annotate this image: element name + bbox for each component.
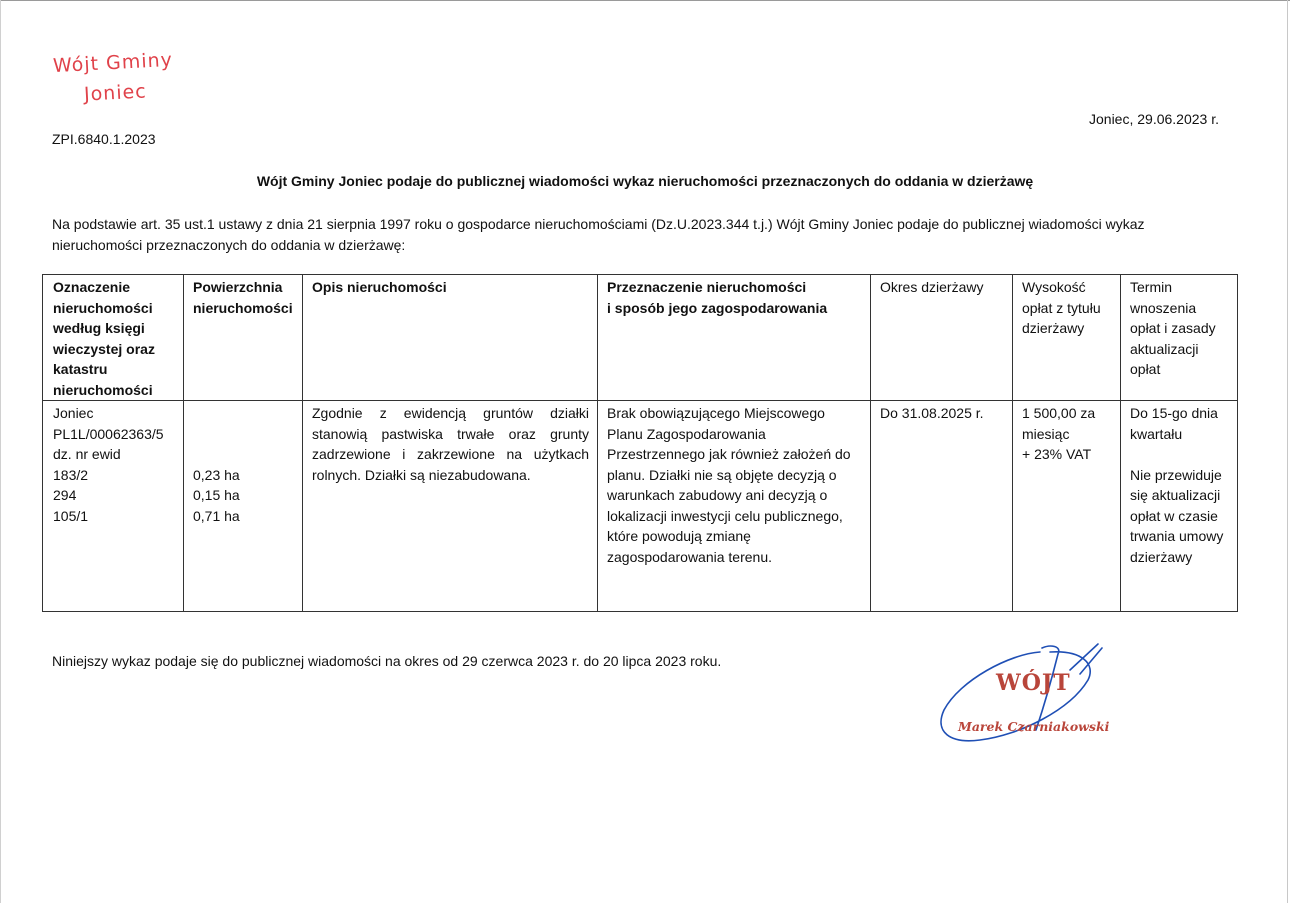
cell-description: Zgodnie z ewidencją gruntów działki stanowią pastwiska trwałe oraz grunty zadrzewione i zakrzewione na użytkach rolnych. Działki są niezabudowana. (303, 401, 598, 612)
cell-designation: Joniec PL1L/00062363/5 dz. nr ewid 183/2 294 105/1 (43, 401, 184, 612)
place-date: Joniec, 29.06.2023 r. (1089, 111, 1219, 127)
header-designation: Oznaczenie nieruchomości według księgi wieczystej oraz katastru nieruchomości (43, 275, 184, 401)
signature-name: Marek Czarniakowski (958, 719, 1110, 734)
cell-period: Do 31.08.2025 r. (871, 401, 1013, 612)
header-description: Opis nieruchomości (303, 275, 598, 401)
office-stamp-line2: Joniec (83, 80, 148, 106)
table-header-row (43, 275, 1238, 401)
signature-title: WÓJT (996, 670, 1071, 696)
header-payment-terms: Termin wnoszenia opłat i zasady aktualizacji opłat (1121, 275, 1238, 401)
page-right-border (1287, 0, 1288, 903)
table-row (43, 401, 1238, 612)
page-top-border (0, 0, 1290, 1)
page-left-border (0, 0, 1, 903)
cell-purpose: Brak obowiązującego Miejscowego Planu Zagospodarowania Przestrzennego jak również założeń do planu. Działki nie są objęte decyzją o warunkach zabudowy ani decyzją o lokalizacji inwestycji celu publicznego, które powodują zmianę zagospodarowania terenu. (598, 401, 871, 612)
intro-paragraph: Na podstawie art. 35 ust.1 ustawy z dnia 21 sierpnia 1997 roku o gospodarce nieruchomościami (Dz.U.2023.344 t.j.) Wójt Gminy Joniec podaje do publicznej wiadomości wykaz nieruchomości przeznaczonych do oddania w dzierżawę: (52, 216, 1145, 253)
document-title: Wójt Gminy Joniec podaje do publicznej wiadomości wykaz nieruchomości przeznaczonych do oddania w dzierżawę (256, 173, 1034, 189)
header-area: Powierzchnia nieruchomości (184, 275, 303, 401)
cell-fee: 1 500,00 za miesiąc + 23% VAT (1013, 401, 1121, 612)
cell-area: 0,23 ha 0,15 ha 0,71 ha (184, 401, 303, 612)
cell-payment-terms: Do 15-go dnia kwartału Nie przewiduje się aktualizacji opłat w czasie trwania umowy dzierżawy (1121, 401, 1238, 612)
footer-notice: Niniejszy wykaz podaje się do publicznej wiadomości na okres od 29 czerwca 2023 r. do 20 lipca 2023 roku. (52, 653, 722, 669)
header-fee: Wysokość opłat z tytułu dzierżawy (1013, 275, 1121, 401)
header-period: Okres dzierżawy (871, 275, 1013, 401)
office-stamp-line1: Wójt Gminy (52, 48, 174, 78)
header-purpose: Przeznaczenie nieruchomości i sposób jego zagospodarowania (598, 275, 871, 401)
reference-number: ZPI.6840.1.2023 (52, 131, 156, 147)
property-table (42, 274, 1238, 612)
